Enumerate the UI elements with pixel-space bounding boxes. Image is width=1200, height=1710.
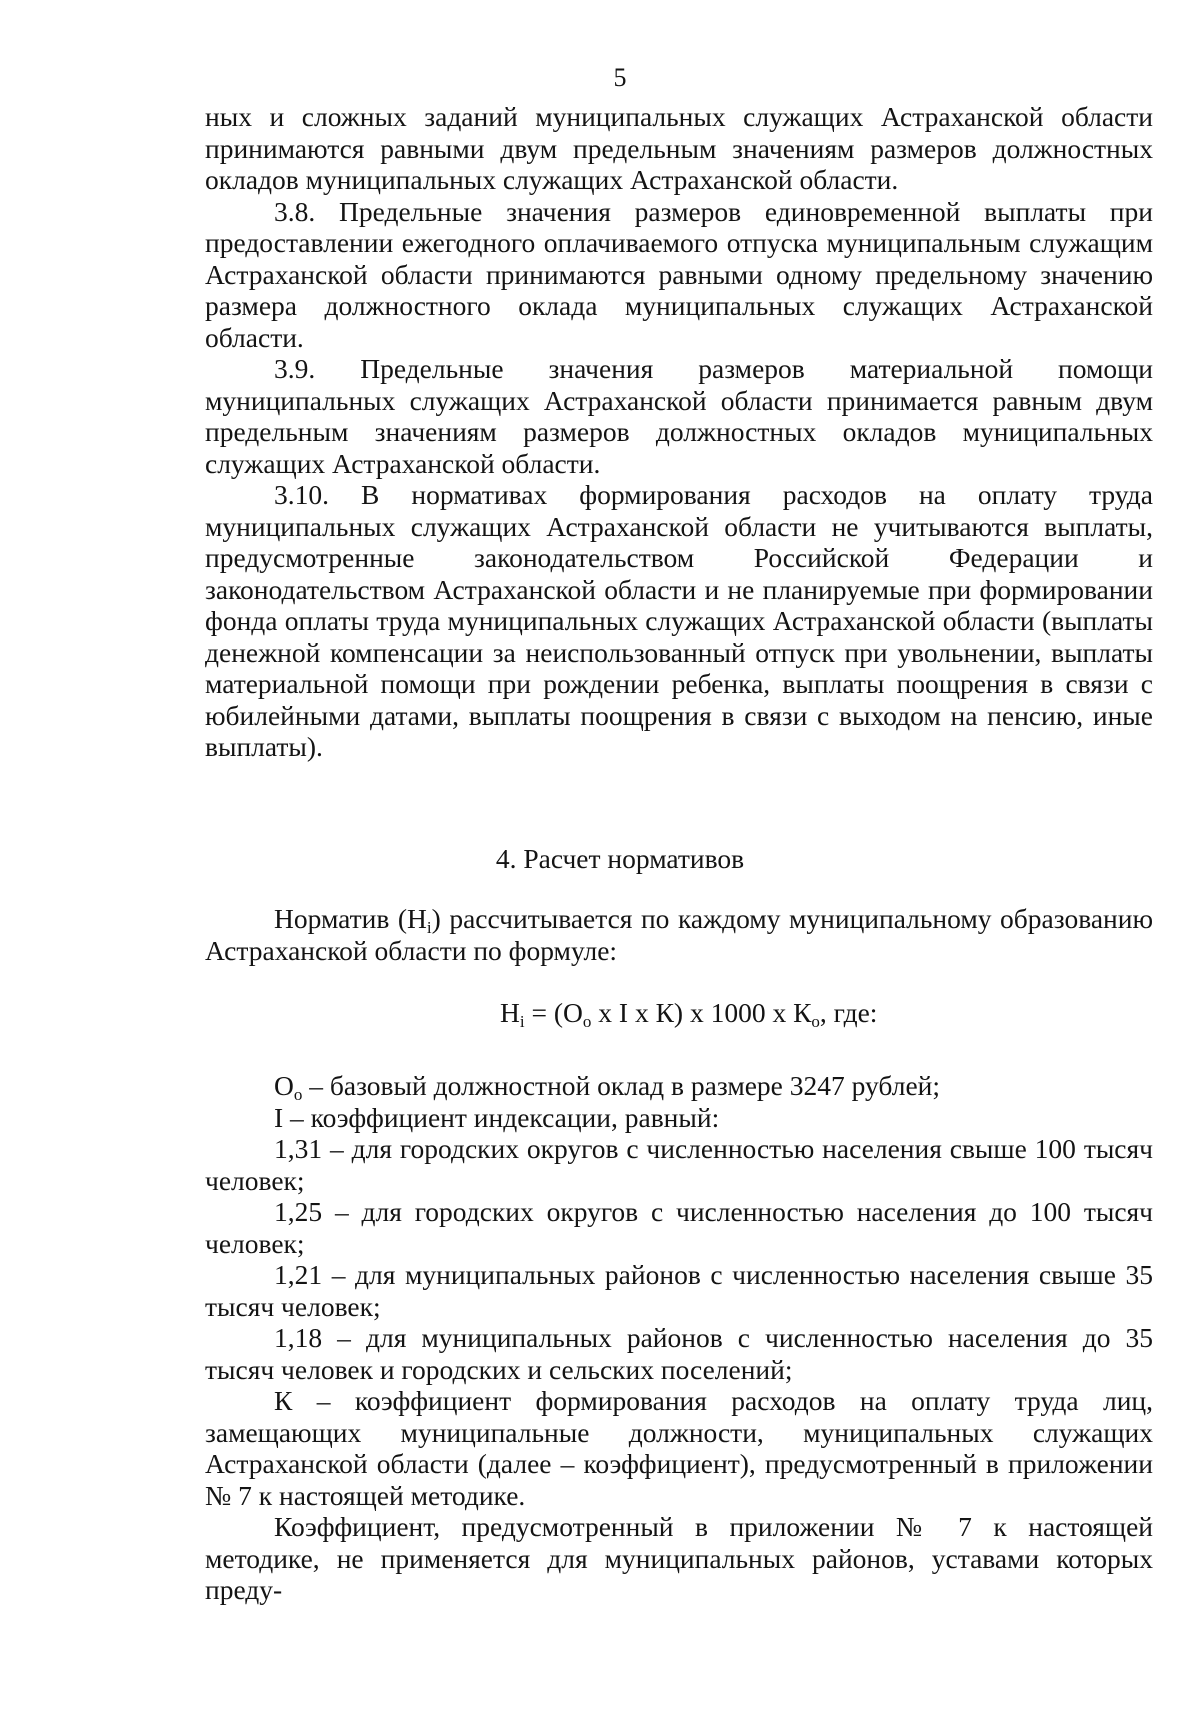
formula-h-sub: i: [519, 1012, 525, 1032]
definition-k: К – коэффициент формирования расходов на оплату труда лиц, замещающих муниципальные должности, муниципальных служащих Астраханской области (далее – коэффициент), предусмотренный в приложении № 7 к настоящей методике.: [205, 1385, 1153, 1511]
oo-text: – базовый должностной оклад в размере 3247 рублей;: [302, 1070, 941, 1101]
i-value-1-21: 1,21 – для муниципальных районов с численностью населения свыше 35 тысяч человек;: [205, 1259, 1153, 1322]
norm-formula: [500, 997, 878, 1032]
formula-tail: , где:: [819, 997, 878, 1028]
definition-oo: [205, 1070, 1153, 1105]
section-4-heading: 4. Расчет нормативов: [495, 843, 745, 874]
paragraph-3-8: 3.8. Предельные значения размеров единовременной выплаты при предоставлении ежегодного оплачиваемого отпуска муниципальным служащим Астраханской области принимаются равными одному предельному значению размера должностного оклада муниципальных служащих Астраханской области.: [205, 195, 1153, 353]
formula-mid2: х I х К) х 1000 х К: [591, 997, 812, 1028]
formula-o-sub: о: [582, 1012, 592, 1032]
oo-subscript: о: [293, 1085, 303, 1105]
formula-definitions: [205, 1070, 1153, 1606]
i-value-1-25: 1,25 – для городских округов с численностью населения до 100 тысяч человек;: [205, 1196, 1153, 1259]
section-3-continued: [205, 101, 1153, 763]
intro-subscript: i: [426, 918, 432, 938]
i-value-1-18: 1,18 – для муниципальных районов с численностью населения до 35 тысяч человек и городских и сельских поселений;: [205, 1322, 1153, 1385]
paragraph-continuation: ных и сложных заданий муниципальных служащих Астраханской области принимаются равными двум предельным значениям размеров должностных окладов муниципальных служащих Астраханской области.: [205, 101, 1153, 195]
oo-symbol: О: [274, 1070, 294, 1101]
section-4-intro: [205, 903, 1153, 966]
intro-text-after: ) рассчитывается по каждому муниципальному образованию Астраханской области по формуле:: [205, 903, 1154, 966]
paragraph-norm-intro: [205, 903, 1153, 966]
formula-k-sub: о: [811, 1012, 820, 1032]
formula-mid1: = (О: [524, 997, 583, 1028]
paragraph-3-10: 3.10. В нормативах формирования расходов на оплату труда муниципальных служащих Астраханской области не учитываются выплаты, предусмотренные законодательством Российской Федерации и законодательством Астраханской области и не планируемые при формировании фонда оплаты труда муниципальных служащих Астраханской области (выплаты денежной компенсации за неиспользованный отпуск при увольнении, выплаты материальной помощи при рождении ребенка, выплаты поощрения в связи с юбилейными датами, выплаты поощрения в связи с выходом на пенсию, иные выплаты).: [205, 479, 1153, 762]
paragraph-3-9: 3.9. Предельные значения размеров материальной помощи муниципальных служащих Астраханской области принимается равным двум предельным значениям размеров должностных окладов муниципальных служащих Астраханской области.: [205, 353, 1153, 479]
page-number: 5: [613, 63, 627, 92]
intro-text-before: Норматив (Н: [274, 903, 427, 934]
i-value-1-31: 1,31 – для городских округов с численностью населения свыше 100 тысяч человек;: [205, 1133, 1153, 1196]
formula-h: Н: [500, 997, 520, 1028]
definition-i: I – коэффициент индексации, равный:: [274, 1101, 720, 1133]
paragraph-coefficient-exception: Коэффициент, предусмотренный в приложении № 7 к настоящей методике, не применяется для муниципальных районов, уставами которых преду-: [205, 1511, 1153, 1605]
